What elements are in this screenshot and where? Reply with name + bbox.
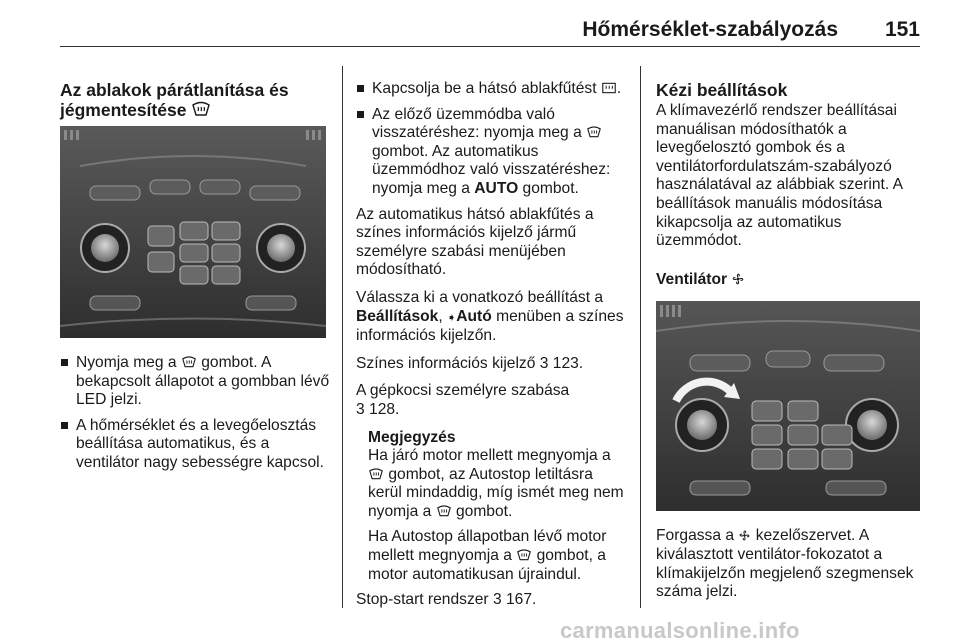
column-3 [656, 80, 920, 611]
list-item: A hőmérséklet és a levegőelosztás beállítása automatikus, és a ventilátor nagy sebességre kapcsol. [60, 417, 332, 473]
arrow-icon: ➧ [447, 311, 457, 324]
windscreen-defrost-icon [586, 125, 602, 139]
rear-window-heating-icon [601, 81, 617, 95]
page-reference-icon: 3 [356, 400, 365, 418]
page-title: Hőmérséklet-szabályozás [582, 18, 838, 41]
column-divider [342, 66, 343, 608]
paragraph: Forgassa a kezelőszervet. A kiválasztott ventilátor-fokozatot a klímakijelzőn megjelenő szegmensek száma jelzi. [656, 527, 914, 601]
page-header [60, 14, 920, 46]
fan-icon [738, 529, 751, 542]
column-1 [60, 80, 332, 480]
windscreen-defrost-icon [181, 355, 197, 369]
cross-reference: A gépkocsi személyre szabása 3 128. [356, 382, 570, 418]
section-heading: Az ablakok párátlanítása és jégmentesítése [60, 80, 289, 120]
windscreen-defrost-icon [516, 548, 532, 562]
cross-reference: Stop-start rendszer 3 167. [356, 591, 537, 609]
column-divider [640, 66, 641, 608]
windscreen-defrost-icon [191, 100, 211, 118]
list-item: Kapcsolja be a hátsó ablakfűtést . [356, 80, 628, 99]
note-paragraph: Ha Autostop állapotban lévő motor mellett megnyomja a gombot, a motor automatikusan újraindul. [368, 528, 607, 583]
subheading: Ventilátor [656, 271, 920, 290]
bullet-list [60, 354, 332, 473]
note-box [356, 429, 628, 585]
section-heading: Kézi beállítások [656, 80, 788, 100]
list-item: Az előző üzemmódba való visszatéréshez: nyomja meg a gombot. Az automatikus üzemmódhoz való visszatéréshez: nyomja meg a AUTO gombot. [356, 106, 628, 199]
list-item: Nyomja meg a gombot. A bekapcsolt állapotot a gombban lévő LED jelzi. [60, 354, 332, 410]
windscreen-defrost-icon [368, 467, 384, 481]
fan-control-photo [656, 301, 920, 511]
watermark: carmanualsonline.info [560, 618, 800, 642]
page-reference-icon: 3 [539, 354, 549, 372]
note-paragraph: Ha járó motor mellett megnyomja a gombot, az Autostop letiltásra kerül mindaddig, míg ismét meg nem nyomja a gombot. [368, 447, 624, 520]
paragraph: A klímavezérlő rendszer beállításai manuálisan módosíthatók a levegőelosztó gombok és a ventilátorfordulatszám-szabályozó használatával az alábbiak szerint. A beállítások manuális módosítása kikapcsolja az automatikus üzemmódot. [656, 102, 903, 250]
fan-icon [731, 272, 745, 286]
column-2 [356, 80, 628, 619]
climate-control-photo [60, 126, 326, 338]
page-number: 151 [884, 18, 920, 41]
note-title: Megjegyzés [368, 428, 456, 446]
bullet-list [356, 80, 628, 199]
header-rule [60, 46, 920, 47]
paragraph: Az automatikus hátsó ablakfűtés a színes információs kijelző jármű személyre szabási menüjében módosítható. [356, 205, 594, 279]
cross-reference: Színes információs kijelző 3 123. [356, 354, 584, 372]
page-reference-icon: 3 [492, 591, 502, 609]
paragraph: Válassza ki a vonatkozó beállítást a Beállítások, ➧Autó menüben a színes információs kijelzőn. [356, 288, 624, 345]
windscreen-defrost-icon [436, 504, 452, 518]
